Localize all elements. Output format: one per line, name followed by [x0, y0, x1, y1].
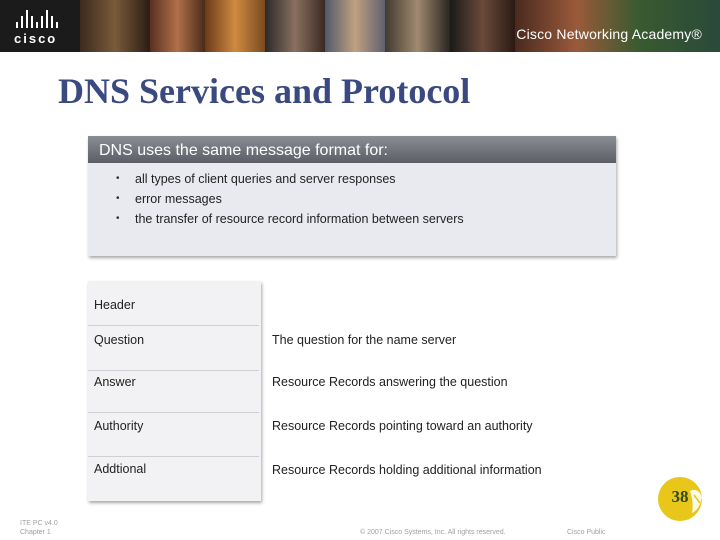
bullet-icon: • — [116, 213, 120, 224]
bullet-icon: • — [116, 193, 120, 204]
banner-photo — [80, 0, 150, 52]
banner-photo — [205, 0, 265, 52]
section-divider — [88, 370, 259, 371]
section-label: Authority — [94, 419, 144, 433]
banner-photo — [150, 0, 205, 52]
section-divider — [88, 412, 259, 413]
section-divider — [88, 325, 259, 326]
cisco-wordmark: cisco — [14, 31, 58, 46]
authority-description: Resource Records pointing toward an authority — [272, 419, 533, 433]
bullet-text: all types of client queries and server responses — [135, 172, 396, 186]
footer-chapter: Chapter 1 — [20, 529, 51, 536]
question-description: The question for the name server — [272, 333, 457, 347]
message-sections-panel — [88, 281, 261, 501]
header-banner — [0, 0, 720, 52]
answer-description: Resource Records answering the question — [272, 375, 508, 389]
bullet-text: error messages — [135, 192, 222, 206]
banner-photo — [385, 0, 450, 52]
section-label: Addtional — [94, 462, 147, 476]
banner-photo — [265, 0, 325, 52]
bullet-icon: • — [116, 173, 120, 184]
bullet-text: the transfer of resource record information between servers — [135, 212, 464, 226]
bullet-item — [114, 169, 616, 189]
bullet-item — [114, 189, 616, 209]
message-format-box — [88, 136, 616, 256]
footer-copyright: © 2007 Cisco Systems, Inc. All rights reserved. — [360, 529, 506, 536]
section-label: Answer — [94, 375, 136, 389]
banner-photo — [325, 0, 385, 52]
footer-course: ITE PC v4.0 — [20, 520, 58, 527]
banner-photo — [450, 0, 515, 52]
slide-title: DNS Services and Protocol — [58, 71, 471, 111]
footer-classification: Cisco Public — [567, 529, 606, 536]
bullet-list — [88, 163, 616, 229]
page-number: 38 — [671, 487, 689, 506]
additional-description: Resource Records holding additional information — [272, 463, 542, 477]
academy-text: Cisco Networking Academy® — [516, 26, 702, 42]
cisco-bars-icon — [16, 10, 74, 28]
section-label: Header — [94, 298, 135, 312]
bullet-item — [114, 209, 616, 229]
section-label: Question — [94, 333, 145, 347]
box-heading: DNS uses the same message format for: — [88, 136, 616, 163]
cisco-logo — [14, 10, 74, 44]
section-divider — [88, 456, 259, 457]
